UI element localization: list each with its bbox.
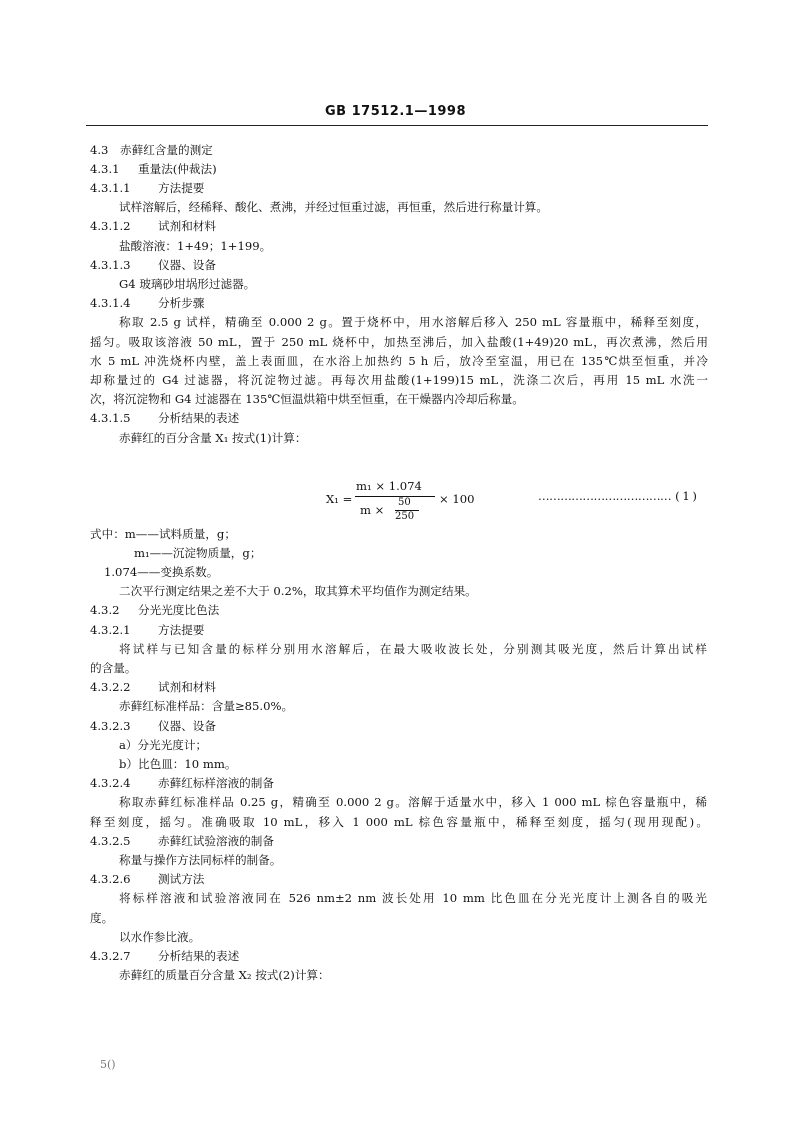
formula-leader-dots	[538, 489, 696, 503]
paragraph-line: G4 玻璃砂坩埚形过滤器。	[119, 277, 256, 291]
section-title: 赤藓红含量的测定	[120, 143, 213, 157]
section-number: 4.3.2.3	[90, 719, 131, 733]
equation-number: ( 1 )	[675, 489, 697, 503]
section-number: 4.3	[90, 143, 109, 157]
section-number: 4.3.1.1	[90, 181, 131, 195]
paragraph-line: m₁——沉淀物质量，g；	[134, 546, 262, 560]
paragraph-line: 的含量。	[90, 661, 137, 675]
paragraph-line: 式中：m——试料质量，g；	[90, 527, 236, 541]
formula-fraction-bar	[355, 496, 435, 497]
paragraph-line: 试样溶解后，经稀释、酸化、煮沸，并经过恒重过滤，再恒重，然后进行称量计算。	[119, 200, 548, 214]
formula-lhs: X₁ =	[326, 492, 353, 506]
paragraph-line: 1.074——变换系数。	[104, 565, 219, 579]
section-title: 方法提要	[158, 181, 205, 195]
paragraph-line: 以水作参比液。	[119, 930, 201, 944]
section-number: 4.3.1	[90, 162, 120, 176]
paragraph-line: 盐酸溶液：1+49；1+199。	[119, 239, 272, 253]
paragraph-line: 次，将沉淀物和 G4 过滤器在 135℃恒温烘箱中烘至恒重，在干燥器内冷却后称量。	[90, 392, 524, 406]
formula-inner-numerator: 50	[398, 497, 411, 508]
section-heading	[90, 410, 239, 426]
standard-header: GB 17512.1—1998	[325, 104, 466, 119]
section-title: 仪器、设备	[158, 719, 216, 733]
section-number: 4.3.1.5	[90, 411, 131, 425]
section-heading	[90, 622, 204, 638]
section-number: 4.3.2.4	[90, 776, 131, 790]
paragraph-line: 水 5 mL 冲洗烧杯内壁，盖上表面皿，在水浴上加热约 5 h 后，放冷至室温，用已在 135℃烘至恒重，并冷	[90, 354, 708, 368]
section-heading	[90, 142, 213, 158]
paragraph-line: 二次平行测定结果之差不大于 0.2%，取其算术平均值作为测定结果。	[119, 584, 477, 598]
paragraph-line: 赤藓红的质量百分含量 X₂ 按式(2)计算：	[119, 968, 330, 982]
section-title: 分析结果的表述	[158, 411, 240, 425]
section-heading	[90, 257, 216, 273]
section-heading	[90, 948, 239, 964]
section-heading	[90, 180, 204, 196]
paragraph-line: 赤藓红的百分含量 X₁ 按式(1)计算：	[119, 431, 307, 445]
paragraph-line: b）比色皿：10 mm。	[119, 757, 237, 771]
section-number: 4.3.2.1	[90, 623, 131, 637]
paragraph-line: 称量与操作方法同标样的制备。	[119, 853, 282, 867]
paragraph-line: 将试样与已知含量的标样分别用水溶解后，在最大吸收波长处，分别测其吸光度，然后计算出试样	[119, 642, 707, 656]
section-heading	[90, 775, 274, 791]
section-number: 4.3.1.3	[90, 258, 131, 272]
section-title: 仪器、设备	[158, 258, 216, 272]
section-number: 4.3.1.4	[90, 296, 131, 310]
section-number: 4.3.2.5	[90, 834, 131, 848]
leader-dots: ………………………………	[538, 489, 672, 503]
section-title: 重量法(仲裁法)	[138, 162, 217, 176]
paragraph-line: 却称量过的 G4 过滤器，将沉淀物过滤。再每次用盐酸(1+199)15 mL，洗涤二次后，再用 15 mL 水洗一	[90, 373, 708, 387]
formula-1	[326, 479, 476, 527]
section-heading	[90, 871, 204, 887]
section-heading	[90, 161, 217, 177]
paragraph-line: 释至刻度，摇匀。准确吸取 10 mL，移入 1 000 mL 棕色容量瓶中，稀释至刻度，摇匀(现用现配)。	[90, 815, 708, 829]
section-title: 分析结果的表述	[158, 949, 240, 963]
section-heading	[90, 602, 219, 618]
section-number: 4.3.2.2	[90, 680, 131, 694]
paragraph-line: 称取 2.5 g 试样，精确至 0.000 2 g。置于烧杯中，用水溶解后移入 250 mL 容量瓶中，稀释至刻度，	[119, 315, 707, 329]
section-heading	[90, 679, 216, 695]
section-heading	[90, 718, 216, 734]
section-title: 赤藓红试验溶液的制备	[158, 834, 274, 848]
section-title: 赤藓红标样溶液的制备	[158, 776, 274, 790]
section-number: 4.3.2	[90, 603, 120, 617]
section-number: 4.3.2.6	[90, 872, 131, 886]
formula-inner-denominator: 250	[395, 511, 415, 522]
section-title: 试剂和材料	[158, 680, 216, 694]
section-heading	[90, 218, 216, 234]
section-title: 试剂和材料	[158, 219, 216, 233]
section-heading	[90, 295, 204, 311]
section-title: 方法提要	[158, 623, 205, 637]
paragraph-line: 赤藓红标准样品：含量≥85.0%。	[119, 699, 294, 713]
paragraph-line: a）分光光度计；	[119, 738, 208, 752]
formula-denominator-m: m ×	[360, 503, 385, 517]
formula-numerator: m₁ × 1.074	[356, 479, 422, 493]
section-title: 分析步骤	[158, 296, 205, 310]
section-heading	[90, 833, 274, 849]
paragraph-line: 称取赤藓红标准样品 0.25 g，精确至 0.000 2 g。溶解于适量水中，移入 1 000 mL 棕色容量瓶中，稀	[119, 795, 707, 809]
section-number: 4.3.1.2	[90, 219, 131, 233]
paragraph-line: 摇匀。吸取该溶液 50 mL，置于 250 mL 烧杯中，加热至沸后，加入盐酸(1+49)20 mL，再次煮沸，然后用	[90, 335, 708, 349]
paragraph-line: 将标样溶液和试验溶液同在 526 nm±2 nm 波长处用 10 mm 比色皿在分光光度计上测各自的吸光	[119, 891, 707, 905]
page-number: 5()	[100, 1058, 116, 1071]
paragraph-line: 度。	[90, 911, 114, 925]
section-title: 分光光度比色法	[138, 603, 220, 617]
section-number: 4.3.2.7	[90, 949, 131, 963]
section-title: 测试方法	[158, 872, 205, 886]
header-rule	[86, 125, 708, 126]
formula-multiplier: × 100	[439, 492, 475, 506]
